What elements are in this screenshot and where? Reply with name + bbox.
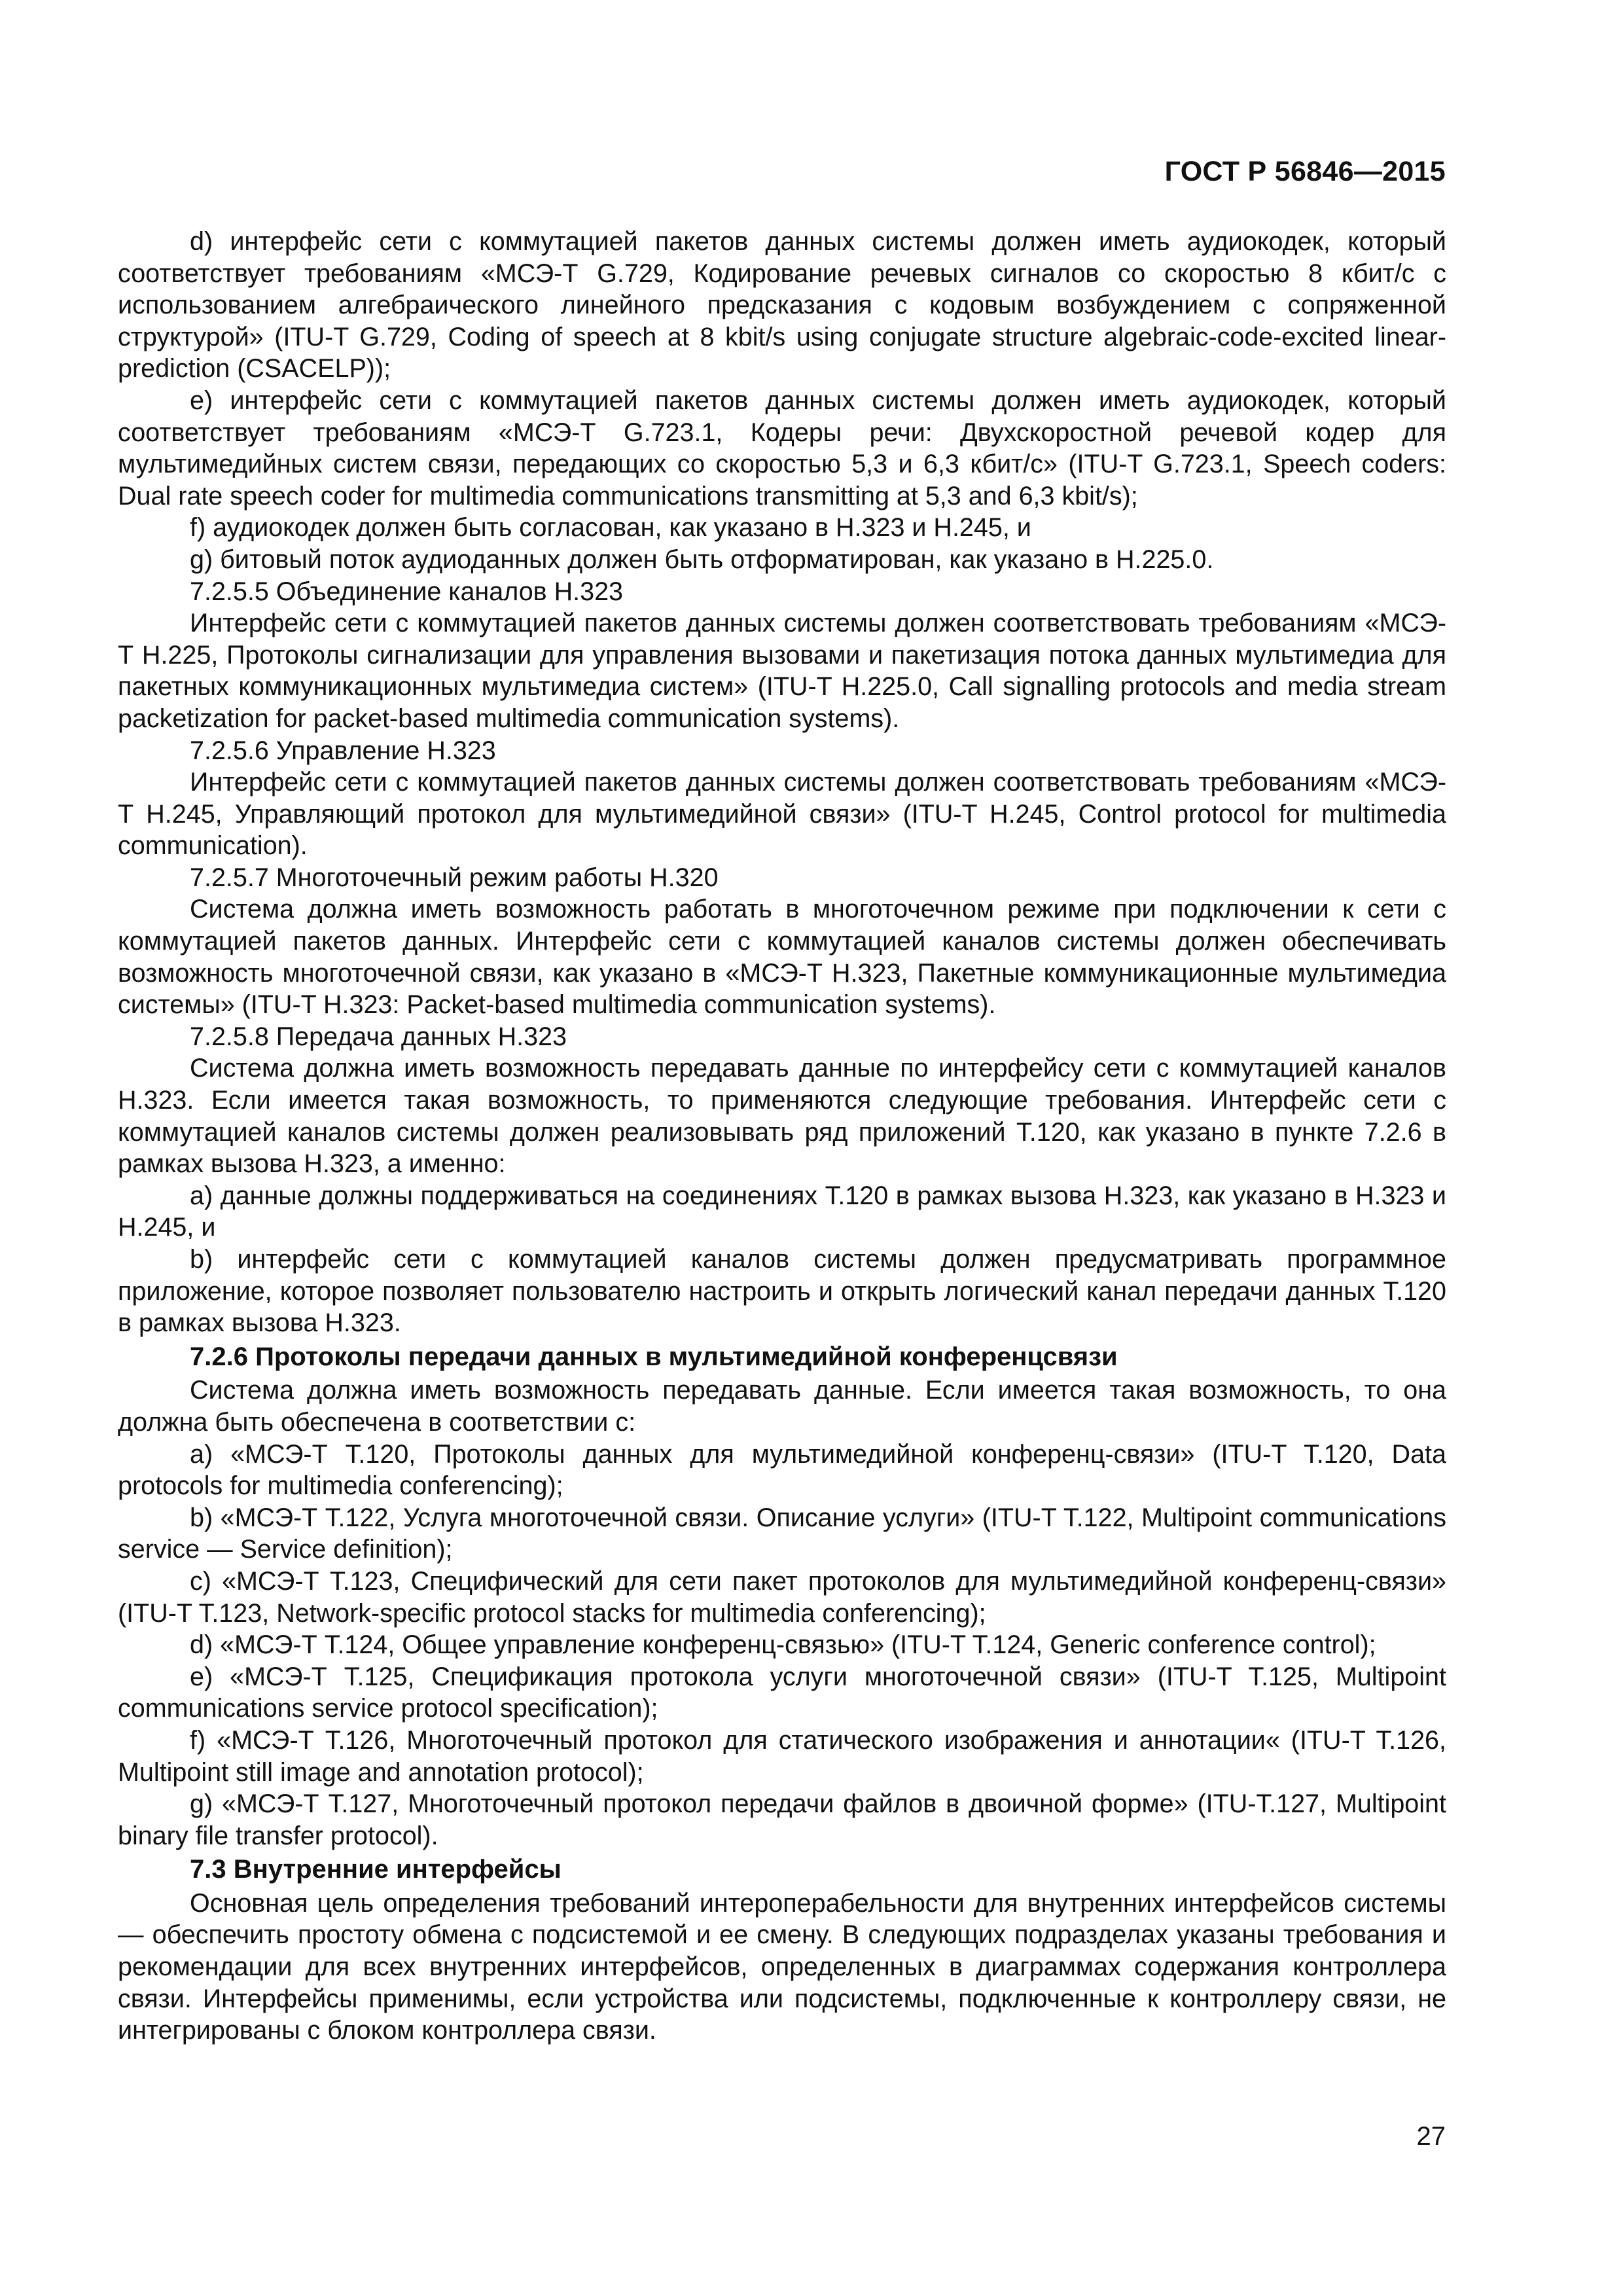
list-item-a-h323: a) данные должны поддерживаться на соединениях T.120 в рамках вызова H.323, как указано в H.323 и H.245, и (118, 1181, 1446, 1242)
paragraph-7-2-6: Система должна иметь возможность передавать данные. Если имеется такая возможность, то она должна быть обеспечена в соответствии с: (118, 1376, 1446, 1437)
list-item-f-t126: f) «МСЭ-Т T.126, Многоточечный протокол для статического изображения и аннотации« (ITU-T T.126, Multipoint still image and annotation protocol); (118, 1725, 1446, 1787)
list-item-a-t120: a) «МСЭ-Т T.120, Протоколы данных для мультимедийной конференц-связи» (ITU-T T.120, Data protocols for multimedia conferencing); (118, 1439, 1446, 1501)
list-item-d: d) интерфейс сети с коммутацией пакетов данных системы должен иметь аудиокодек, который соответствует требованиям «МСЭ-Т G.729, Кодирование речевых сигналов со скоростью 8 кбит/с с использованием алгебраического линейного предсказания с кодовым возбуждением с сопряженной структурой» (ITU-T G.729, Coding of speech at 8 kbit/s using conjugate structure algebraic-code-excited linear-prediction (CSACELP)); (118, 227, 1446, 384)
subclause-title-7-2-5-5: 7.2.5.5 Объединение каналов H.323 (190, 577, 624, 606)
list-item-g: g) битовый поток аудиоданных должен быть отформатирован, как указано в H.225.0. (190, 545, 1214, 574)
subclause-title-7-2-5-8: 7.2.5.8 Передача данных H.323 (190, 1022, 567, 1051)
list-item-b-t122: b) «МСЭ-Т T.122, Услуга многоточечной связи. Описание услуги» (ITU-T T.122, Multipoint communications service — Service definition); (118, 1503, 1446, 1564)
paragraph-7-2-5-5: Интерфейс сети с коммутацией пакетов данных системы должен соответствовать требованиям «МСЭ-Т H.225, Протоколы сигнализации для управления вызовами и пакетизация потока данных мультимедиа для пакетных коммуникационных мультимедиа систем» (ITU-T H.225.0, Call signalling protocols and media stream packetization for packet-based multimedia communication systems). (118, 609, 1446, 733)
paragraph-7-2-5-8: Система должна иметь возможность передавать данные по интерфейсу сети с коммутацией каналов H.323. Если имеется такая возможность, то применяются следующие требования. Интерфейс сети с коммутацией каналов системы должен реализовывать ряд приложений T.120, как указано в пункте 7.2.6 в рамках вызова H.323, а именно: (118, 1054, 1446, 1179)
section-heading-7-3: 7.3 Внутренние интерфейсы (190, 1855, 562, 1884)
list-item-e: e) интерфейс сети с коммутацией пакетов данных системы должен иметь аудиокодек, который соответствует требованиям «МСЭ-Т G.723.1, Кодеры речи: Двухскоростной речевой кодер для мультимедийных систем связи, передающих со скоростью 5,3 и 6,3 кбит/с» (ITU-T G.723.1, Speech coders: Dual rate speech coder for multimedia communications transmitting at 5,3 and 6,3 kbit/s); (118, 386, 1446, 511)
standard-designation: ГОСТ Р 56846—2015 (1164, 156, 1446, 187)
list-item-b-h323: b) интерфейс сети с коммутацией каналов системы должен предусматривать программное приложение, которое позволяет пользователю настроить и открыть логический канал передачи данных T.120 в рамках вызова H.323. (118, 1245, 1446, 1338)
section-heading-7-2-6: 7.2.6 Протоколы передачи данных в мультимедийной конференцсвязи (190, 1342, 1118, 1371)
paragraph-7-2-5-7: Система должна иметь возможность работать в многоточечном режиме при подключении к сети с коммутацией пакетов данных. Интерфейс сети с коммутацией каналов системы должен обеспечивать возможность многоточечной связи, как указано в «МСЭ-Т H.323, Пакетные коммуникационные мультимедиа системы» (ITU-T H.323: Packet-based multimedia communication systems). (118, 895, 1446, 1020)
list-item-e-t125: e) «МСЭ-Т T.125, Спецификация протокола услуги многоточечной связи» (ITU-T T.125, Multipoint communications service protocol specification); (118, 1662, 1446, 1723)
subclause-title-7-2-5-6: 7.2.5.6 Управление H.323 (190, 736, 496, 765)
list-item-g-t127: g) «МСЭ-Т T.127, Многоточечный протокол передачи файлов в двоичной форме» (ITU-T.127, Multipoint binary file transfer protocol). (118, 1789, 1446, 1850)
paragraph-7-2-5-6: Интерфейс сети с коммутацией пакетов данных системы должен соответствовать требованиям «МСЭ-Т H.245, Управляющий протокол для мультимедийной связи» (ITU-T H.245, Control protocol for multimedia communication). (118, 768, 1446, 861)
list-item-c-t123: c) «МСЭ-Т T.123, Специфический для сети пакет протоколов для мультимедийной конференц-связи» (ITU-T T.123, Network-specific protocol stacks for multimedia conferencing); (118, 1566, 1446, 1628)
page-number: 27 (1416, 2122, 1446, 2151)
document-body (118, 226, 1446, 2047)
paragraph-7-3: Основная цель определения требований интероперабельности для внутренних интерфейсов системы — обеспечить простоту обмена с подсистемой и ее смену. В следующих подразделах указаны требования и рекомендации для всех внутренних интерфейсов, определенных в диаграммах содержания контроллера связи. Интерфейсы применимы, если устройства или подсистемы, подключенные к контроллеру связи, не интегрированы с блоком контроллера связи. (118, 1888, 1446, 2045)
list-item-f: f) аудиокодек должен быть согласован, как указано в H.323 и H.245, и (190, 513, 1031, 543)
list-item-d-t124: d) «МСЭ-Т T.124, Общее управление конференц-связью» (ITU-T T.124, Generic conference control); (190, 1630, 1376, 1660)
subclause-title-7-2-5-7: 7.2.5.7 Многоточечный режим работы H.320 (190, 863, 719, 892)
